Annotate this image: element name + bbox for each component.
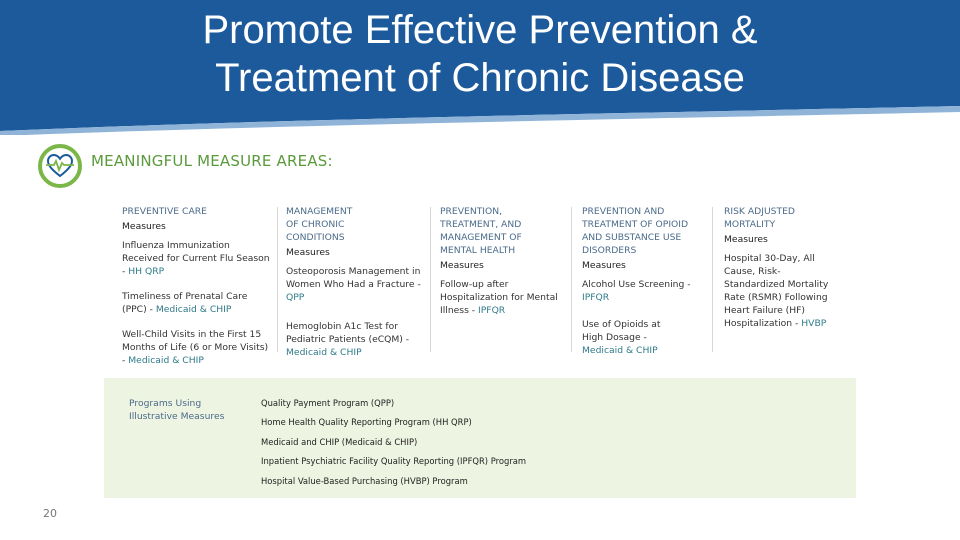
page-number: 20 (43, 507, 57, 520)
program-tag: IPFQR (582, 292, 610, 303)
measure-column-preventive-care (122, 205, 270, 379)
program-tag: Medicaid & CHIP (155, 304, 232, 315)
measure-item: Follow-up after Hospitalization for Mental Illness - IPFQR (440, 279, 558, 316)
column-divider (571, 207, 572, 352)
column-divider (430, 207, 431, 352)
legend-program: Inpatient Psychiatric Facility Quality Reporting (IPFQR) Program (261, 456, 527, 467)
section-heading: MEANINGFUL MEASURE AREAS: (91, 152, 333, 170)
measure-item: Alcohol Use Screening - IPFQR (582, 279, 691, 303)
measures-label: Measures (440, 260, 484, 271)
category-title: MANAGEMENT OF CHRONIC CONDITIONS (286, 206, 353, 243)
column-divider (277, 207, 278, 352)
category-title: RISK ADJUSTED MORTALITY (724, 206, 795, 230)
measures-label: Measures (582, 260, 626, 271)
measure-item: Timeliness of Prenatal Care (PPC) - Medicaid & CHIP (122, 291, 248, 315)
program-tag: HVBP (801, 318, 827, 329)
legend-title: Programs Using Illustrative Measures (129, 398, 225, 422)
category-title: PREVENTIVE CARE (122, 206, 207, 217)
measure-column-chronic-conditions (286, 205, 422, 371)
measures-label: Measures (724, 234, 768, 245)
measure-item: Use of Opioids at High Dosage - Medicaid & CHIP (582, 319, 661, 356)
legend-program: Quality Payment Program (QPP) (261, 398, 395, 408)
program-tag: IPFQR (478, 305, 506, 316)
measure-column-opioid (582, 205, 700, 369)
title-line-1: Promote Effective Prevention & (202, 8, 758, 52)
measure-item: Well-Child Visits in the First 15 Months of Life (6 or More Visits) - Medicaid & CHIP (122, 329, 269, 366)
measure-column-mortality (724, 205, 836, 342)
category-title: PREVENTION AND TREATMENT OF OPIOID AND SUBSTANCE USE DISORDERS (582, 206, 689, 256)
measure-column-mental-health (440, 205, 560, 329)
title-banner (0, 0, 960, 135)
measure-item: Osteoporosis Management in Women Who Had a Fracture - QPP (286, 266, 421, 303)
legend-program-list (261, 398, 526, 495)
program-tag: HH QRP (128, 266, 165, 277)
measure-item: Hemoglobin A1c Test for Pediatric Patients (eCQM) - Medicaid & CHIP (286, 321, 410, 358)
heart-pulse-icon (37, 143, 83, 189)
legend-program: Hospital Value-Based Purchasing (HVBP) Program (261, 475, 468, 486)
column-divider (712, 207, 713, 352)
measure-item: Influenza Immunization Received for Current Flu Season - HH QRP (122, 240, 270, 277)
title-line-2: Treatment of Chronic Disease (215, 56, 745, 100)
legend-program: Medicaid and CHIP (Medicaid & CHIP) (261, 436, 418, 447)
legend-program: Home Health Quality Reporting Program (HH QRP) (261, 417, 472, 428)
measures-label: Measures (286, 247, 330, 258)
measure-item: Hospital 30-Day, All Cause, Risk-Standardized Mortality Rate (RSMR) Following Heart Failure (HF) Hospitalization - HVBP (724, 253, 829, 329)
program-tag: QPP (286, 292, 305, 303)
program-tag: Medicaid & CHIP (582, 345, 658, 356)
program-tag: Medicaid & CHIP (128, 355, 204, 366)
measures-label: Measures (122, 221, 166, 232)
page-title (0, 6, 960, 102)
program-tag: Medicaid & CHIP (286, 347, 362, 358)
category-title: PREVENTION, TREATMENT, AND MANAGEMENT OF MENTAL HEALTH (440, 206, 522, 256)
program-legend (104, 378, 856, 498)
